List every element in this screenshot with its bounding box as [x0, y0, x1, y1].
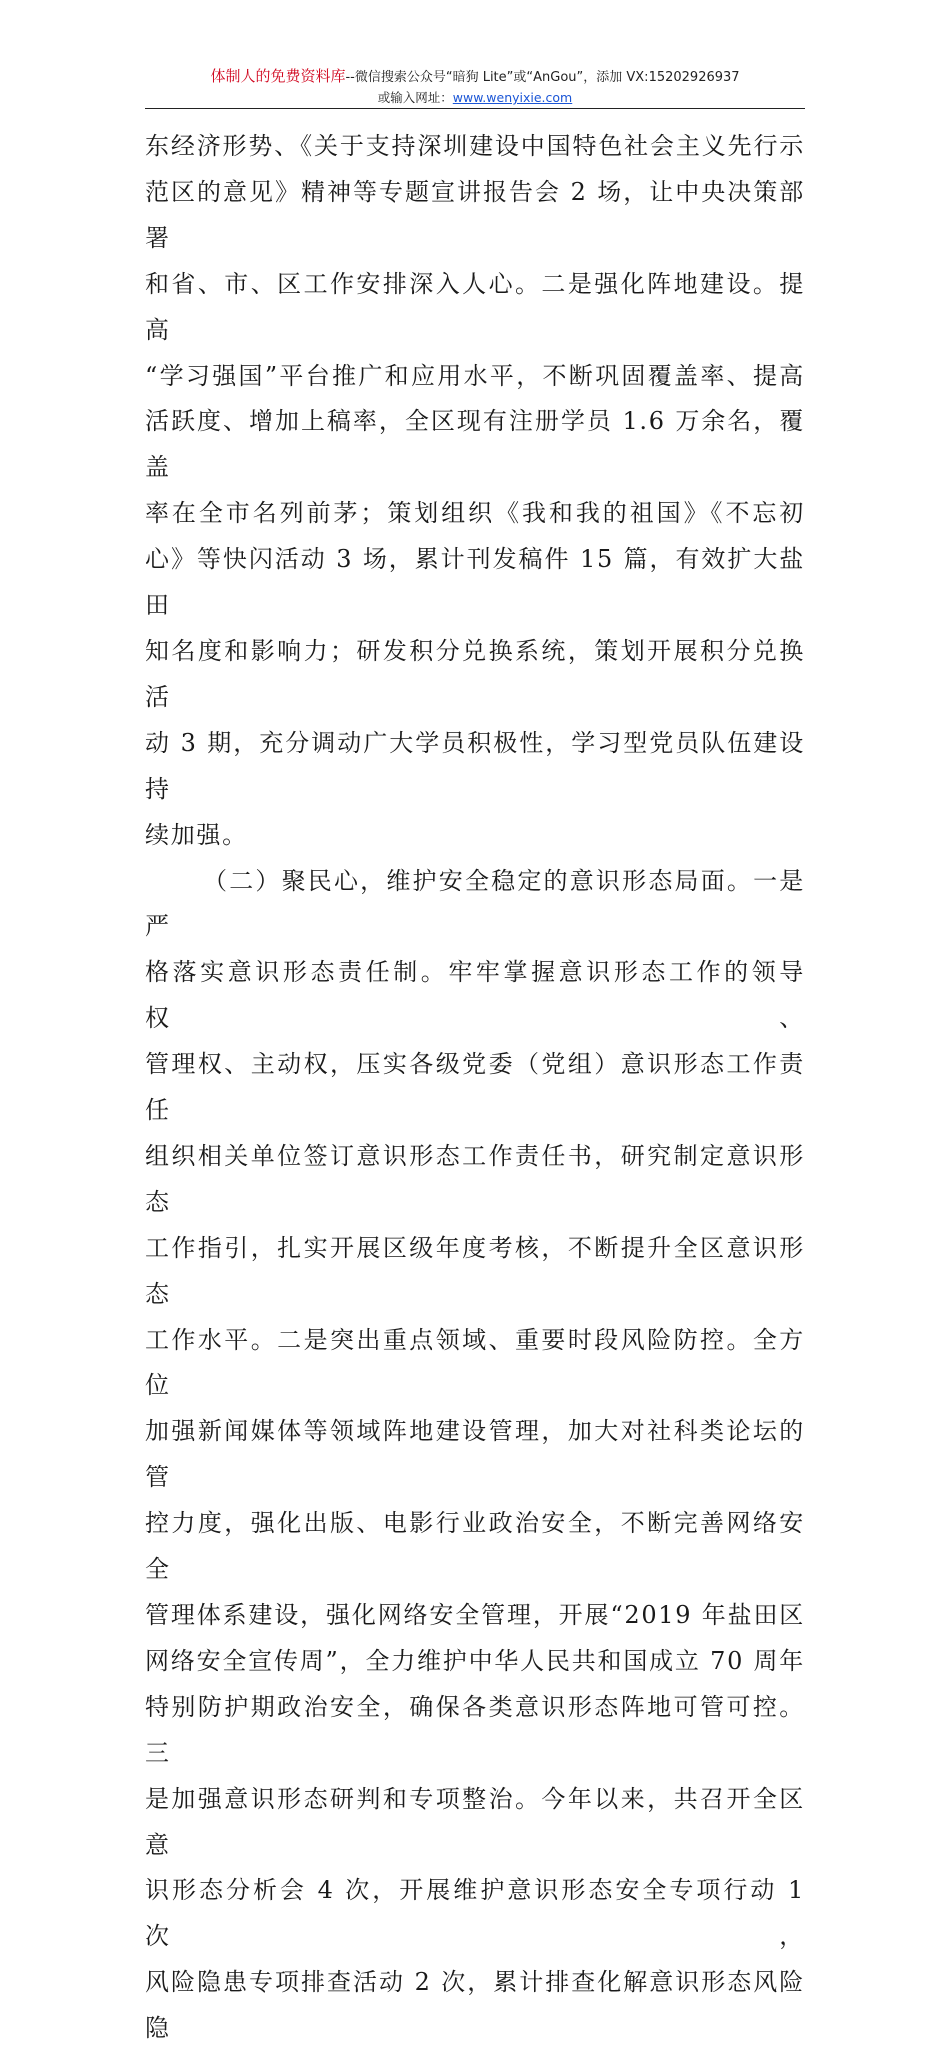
text-line: 管理权、主动权，压实各级党委（党组）意识形态工作责任: [145, 1050, 805, 1125]
text-line: 识形态分析会 4 次，开展维护意识形态安全专项行动 1 次，: [145, 1876, 805, 1951]
website-link[interactable]: www.wenyixie.com: [452, 90, 573, 105]
header-divider: [145, 108, 805, 109]
header-line-1: [145, 66, 805, 88]
header-line-2: [145, 88, 805, 108]
text-line: 特别防护期政治安全，确保各类意识形态阵地可管可控。三: [145, 1692, 805, 1767]
text-line: 心》等快闪活动 3 场，累计刊发稿件 15 篇，有效扩大盐田: [145, 545, 805, 620]
text-line: 率在全市名列前茅；策划组织《我和我的祖国》《不忘初: [145, 499, 805, 528]
brand-title: 体制人的免费资料库: [210, 67, 346, 85]
text-line: 格落实意识形态责任制。牢牢掌握意识形态工作的领导权、: [145, 958, 805, 1033]
text-line: “学习强国”平台推广和应用水平，不断巩固覆盖率、提高: [145, 361, 805, 390]
text-line: 加强新闻媒体等领域阵地建设管理，加大对社科类论坛的管: [145, 1417, 805, 1492]
text-line: 工作水平。二是突出重点领域、重要时段风险防控。全方位: [145, 1325, 805, 1400]
text-line: 续加强。: [145, 820, 248, 849]
text-line: 东经济形势、《关于支持深圳建设中国特色社会主义先行示: [145, 132, 805, 160]
text-line: 知名度和影响力；研发积分兑换系统，策划开展积分兑换活: [145, 636, 805, 711]
url-label: 或输入网址：: [377, 90, 453, 105]
text-line: 和省、市、区工作安排深入人心。二是强化阵地建设。提高: [145, 269, 805, 344]
text-line: 是加强意识形态研判和专项整治。今年以来，共召开全区意: [145, 1784, 805, 1859]
text-line: 范区的意见》精神等专题宣讲报告会 2 场，让中央决策部署: [145, 177, 805, 252]
text-line: 活跃度、增加上稿率，全区现有注册学员 1.6 万余名，覆盖: [145, 407, 805, 482]
text-line: 管理体系建设，强化网络安全管理，开展“2019 年盐田区: [145, 1601, 805, 1629]
section-heading-line: （二）聚民心，维护安全稳定的意识形态局面。一是严: [145, 866, 805, 941]
text-line: 动 3 期，充分调动广大学员积极性，学习型党员队伍建设持: [145, 728, 805, 803]
text-line: 网络安全宣传周”，全力维护中华人民共和国成立 70 周年: [145, 1646, 805, 1675]
page-header: [145, 66, 805, 108]
text-line: 风险隐患专项排查活动 2 次，累计排查化解意识形态风险隐: [145, 1968, 805, 2043]
text-line: 组织相关单位签订意识形态工作责任书，研究制定意识形态: [145, 1141, 805, 1216]
text-line: 控力度，强化出版、电影行业政治安全，不断完善网络安全: [145, 1509, 805, 1584]
promo-text: --微信搜索公众号“暗狗 Lite”或“AnGou”，添加 VX:15202926937: [345, 70, 740, 85]
text-line: 工作指引，扎实开展区级年度考核，不断提升全区意识形态: [145, 1233, 805, 1308]
document-body: [145, 124, 805, 2052]
